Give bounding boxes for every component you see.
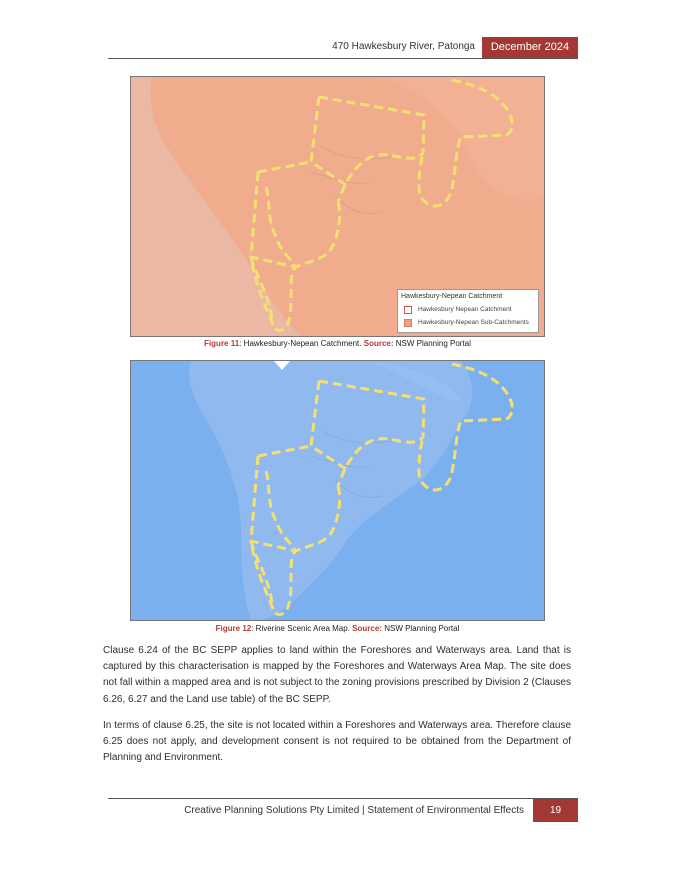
catchment-map-image xyxy=(130,76,545,337)
footer-divider xyxy=(108,798,578,799)
caption-source: NSW Planning Portal xyxy=(384,624,460,633)
page-header xyxy=(108,37,578,59)
subcatchment-fill-swatch-icon xyxy=(404,319,412,327)
caption-source-label: Source: xyxy=(352,624,382,633)
header-divider xyxy=(108,58,578,59)
header-address: 470 Hawkesbury River, Patonga xyxy=(332,41,475,52)
caption-source: NSW Planning Portal xyxy=(395,339,471,348)
catchment-outline-swatch-icon xyxy=(404,306,412,314)
page-number-badge: 19 xyxy=(533,799,578,822)
riverine-scenic-map-image xyxy=(130,360,545,621)
legend-item-catchment xyxy=(404,305,512,314)
caption-title: : Hawkesbury-Nepean Catchment. xyxy=(239,339,362,348)
legend-title: Hawkesbury-Nepean Catchment xyxy=(401,293,503,300)
riverine-map-svg xyxy=(131,361,544,620)
figure-12-caption xyxy=(0,624,675,633)
caption-title: : Riverine Scenic Area Map. xyxy=(251,624,350,633)
caption-figure-label: Figure xyxy=(215,624,241,633)
caption-source-label: Source: xyxy=(363,339,394,348)
legend-item-subcatchments xyxy=(404,318,529,327)
body-paragraph-clause-6-24: Clause 6.24 of the BC SEPP applies to land within the Foreshores and Waterways area. Land that is captured by this characterisation is mapped by the Foreshores and Waterways Area Map. The site does not fall within a mapped area and is not subject to the zoning provisions prescribed by Division 2 (Clauses 6.26, 6.27 and the Land use table) of the BC SEPP. xyxy=(103,645,571,705)
page-footer xyxy=(108,798,578,823)
caption-figure-label: Figure xyxy=(204,339,229,348)
legend-item-label: Hawkesbury Nepean Catchment xyxy=(418,306,512,313)
footer-company-text: Creative Planning Solutions Pty Limited | Statement of Environmental Effects xyxy=(184,805,524,816)
legend-item-label: Hawkesbury-Nepean Sub-Catchments xyxy=(418,319,529,326)
caption-figure-number: 11 xyxy=(230,339,240,348)
header-date-badge: December 2024 xyxy=(482,37,578,58)
body-paragraph-clause-6-25: In terms of clause 6.25, the site is not located within a Foreshores and Waterways area. Therefore clause 6.25 does not apply, and development consent is not required to be obtained from the Department of Planning and Environment. xyxy=(103,720,571,764)
caption-figure-number: 12 xyxy=(242,624,252,633)
map-legend xyxy=(397,289,539,333)
figure-11-caption xyxy=(0,339,675,348)
